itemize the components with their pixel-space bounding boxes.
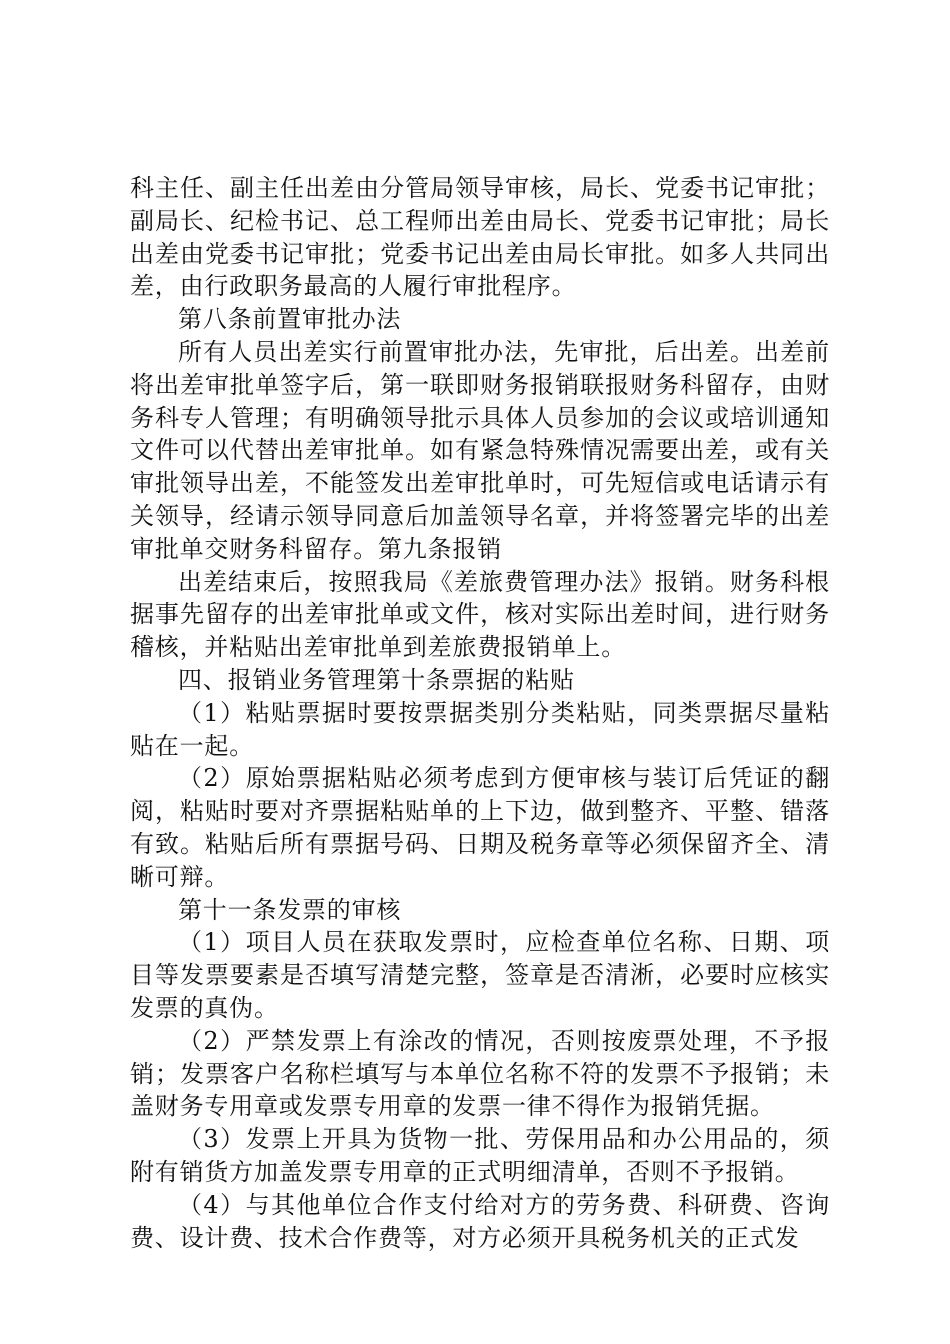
- heading-article-11: 第十一条发票的审核: [178, 895, 402, 924]
- heading-section-4-article-10: 四、报销业务管理第十条票据的粘贴: [178, 665, 575, 694]
- heading-article-8: 第八条前置审批办法: [178, 305, 402, 334]
- paragraph-pre-approval: 所有人员出差实行前置审批办法，先审批，后出差。出差前将出差审批单签字后，第一联即财务报销联报财务科留存，由财务科专人管理；有明确领导批示具体人员参加的会议或培训通知文件可以代替出差审批单。如有紧急特殊情况需要出差，或有关审批领导出差，不能签发出差审批单时，可先短信或电话请示有关领导，经请示领导同意后加盖领导名章，并将签署完毕的出差审批单交财务科留存。第九条报销: [130, 337, 830, 563]
- paragraph-invoice-rule-3: （3）发票上开具为货物一批、劳保用品和办公用品的，须附有销货方加盖发票专用章的正式明细清单，否则不予报销。: [130, 1125, 830, 1186]
- paragraph-invoice-rule-1: （1）项目人员在获取发票时，应检查单位名称、日期、项目等发票要素是否填写清楚完整，签章是否清淅，必要时应核实发票的真伪。: [130, 928, 830, 1022]
- document-body: [130, 172, 830, 1254]
- paragraph-pasting-rule-2: （2）原始票据粘贴必须考虑到方便审核与装订后凭证的翻阅，粘贴时要对齐票据粘贴单的上下边，做到整齐、平整、错落有致。粘贴后所有票据号码、日期及税务章等必须保留齐全、清晰可辩。: [130, 764, 830, 891]
- paragraph-approval-continued: 科主任、副主任出差由分管局领导审核，局长、党委书记审批；副局长、纪检书记、总工程师出差由局长、党委书记审批；局长出差由党委书记审批；党委书记出差由局长审批。如多人共同出差，由行政职务最高的人履行审批程序。: [130, 174, 830, 301]
- paragraph-invoice-rule-2: （2）严禁发票上有涂改的情况，否则按废票处理，不予报销；发票客户名称栏填写与本单位名称不符的发票不予报销；未盖财务专用章或发票专用章的发票一律不得作为报销凭据。: [130, 1026, 830, 1121]
- paragraph-invoice-rule-4: （4）与其他单位合作支付给对方的劳务费、科研费、咨询费、设计费、技术合作费等，对方必须开具税务机关的正式发: [130, 1190, 830, 1252]
- paragraph-reimbursement: 出差结束后，按照我局《差旅费管理办法》报销。财务科根据事先留存的出差审批单或文件，核对实际出差时间，进行财务稽核，并粘贴出差审批单到差旅费报销单上。: [130, 567, 830, 662]
- paragraph-pasting-rule-1: （1）粘贴票据时要按票据类别分类粘贴，同类票据尽量粘贴在一起。: [130, 698, 830, 760]
